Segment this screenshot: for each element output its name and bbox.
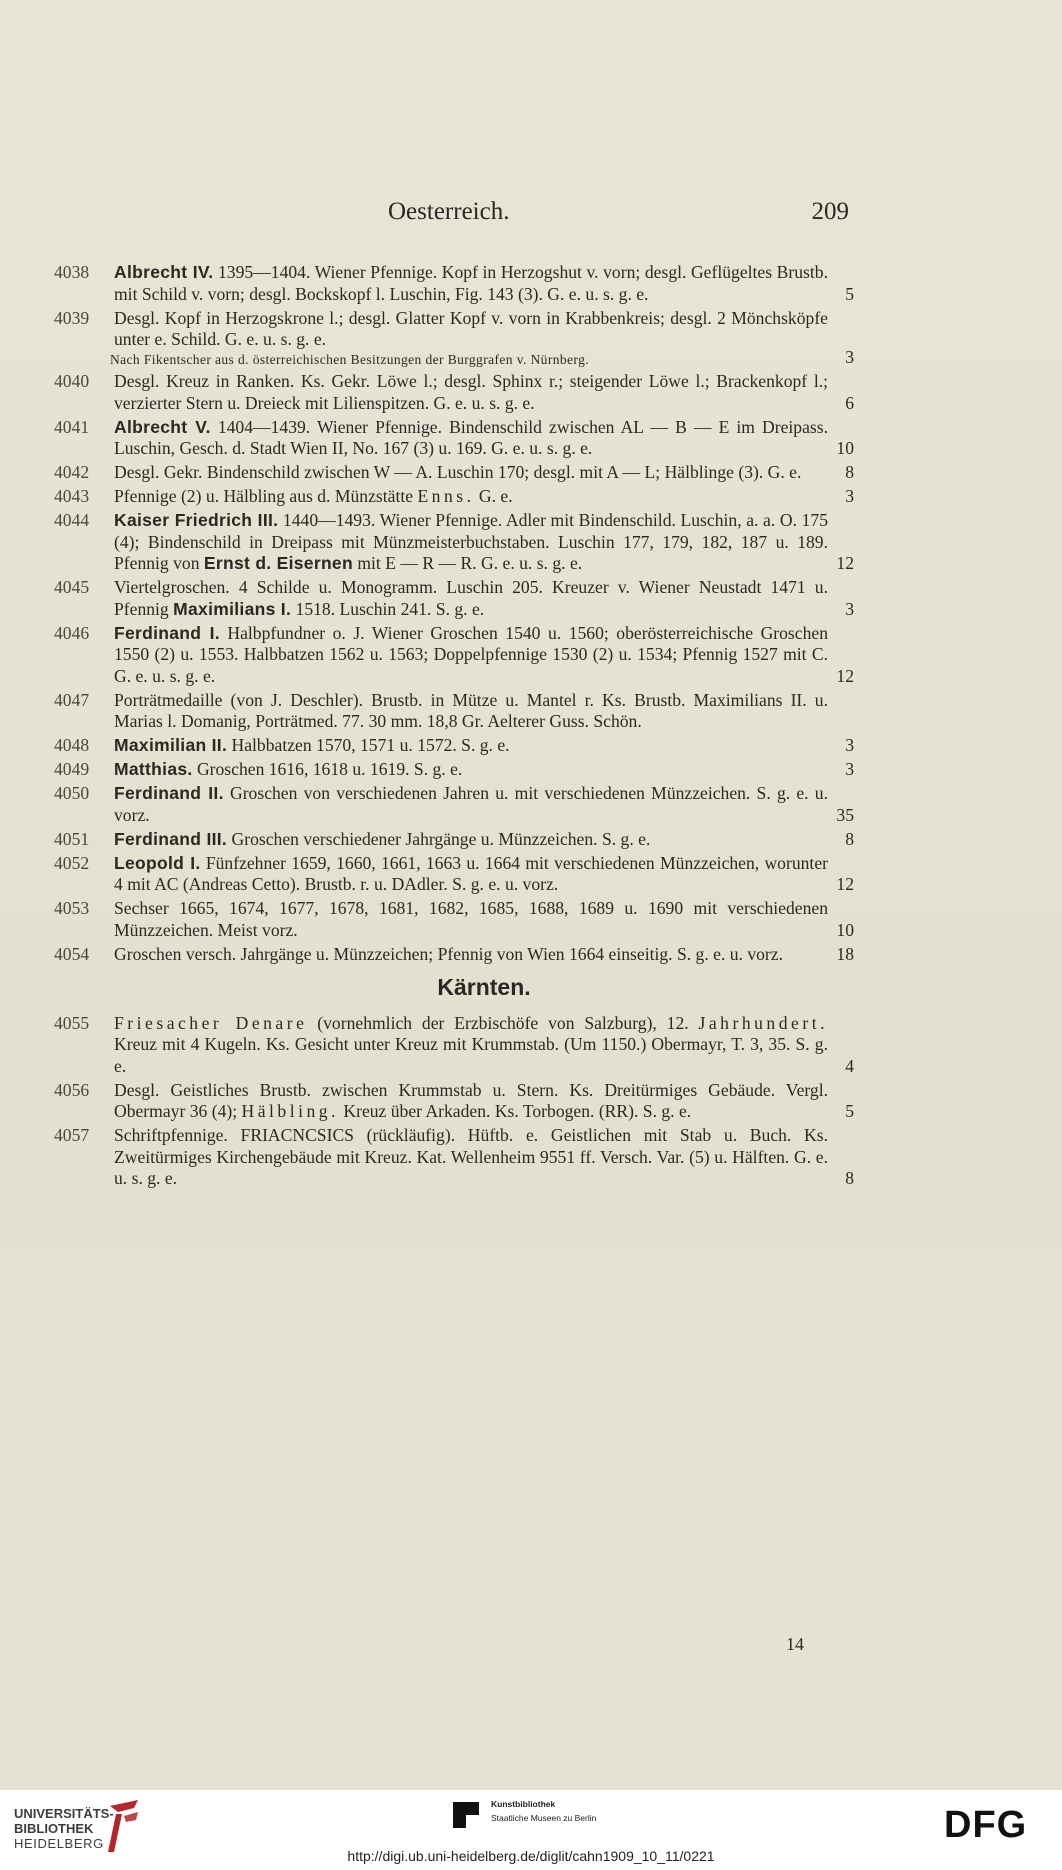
entry-text: 1518. Luschin 241. S. g. e. [291,598,485,619]
lot-price: 10 [836,919,854,940]
spaced-term: Friesacher Denare [114,1012,308,1033]
lot-price: 4 [845,1055,854,1076]
lot-number: 4051 [54,828,90,849]
entry-text: Desgl. Geistliches Brustb. zwischen Krummstab u. Stern. Ks. Dreitürmiges Gebäude. Vergl. Obermayr 36 (4); [114,1079,828,1121]
entry-text: Halbpfundner o. J. Wiener Groschen 1540 u. 1560; oberösterreichische Groschen 1550 (2) u. 1553. Halbbatzen 1562 u. 1563; Doppelpfennige 1530 (2) u. 1534; Pfennig 1527 mit C. G. e. u. s. g. e. [114,622,828,686]
lot-number: 4057 [54,1125,90,1145]
catalog-entry [54,1080,854,1123]
lot-number: 4042 [54,462,90,482]
entry-text: Kreuz über Arkaden. Ks. Torbogen. (RR). S. g. e. [338,1101,692,1121]
entry-text: Desgl. Kreuz in Ranken. Ks. Gekr. Löwe l.; desgl. Sphinx r.; steigender Löwe l.; Brackenkopf l.; verzierter Stern u. Dreieck mit Lilienspitzen. G. e. u. s. g. e. [114,371,828,413]
catalog-entry [54,510,854,575]
entry-text: Groschen versch. Jahrgänge u. Münzzeichen; Pfennig von Wien 1664 einseitig. S. g. e. u. vorz. [114,943,784,964]
entry-text: Halbbatzen 1570, 1571 u. 1572. S. g. e. [227,735,510,755]
lot-price: 12 [836,553,854,573]
ruler-name: Ferdinand II. [114,783,224,803]
catalog-entry [54,735,854,757]
catalog-entry [54,462,854,484]
catalog-entry [54,1013,854,1078]
uni-logo-line3: HEIDELBERG [14,1836,104,1851]
entry-text: Groschen 1616, 1618 u. 1619. S. g. e. [192,759,463,779]
entry-text: G. e. [474,486,513,506]
entry-text: Sechser 1665, 1674, 1677, 1678, 1681, 1682, 1685, 1688, 1689 u. 1690 mit verschiedenen Münzzeichen. Meist vorz. [114,898,828,940]
catalog-entry [54,759,854,781]
lot-price: 5 [845,1101,854,1121]
entry-text: Desgl. Gekr. Bindenschild zwischen W — A. Luschin 170; desgl. mit A — L; Hälblinge (3). G. e. [114,462,802,482]
catalog-entry [54,371,854,414]
catalog-entry [54,898,854,941]
lot-price: 12 [836,874,854,894]
lot-price: 12 [836,665,854,686]
lot-price: 5 [845,283,854,304]
footer-bar [0,1790,1062,1870]
lot-number: 4043 [54,486,90,506]
entry-text: Groschen von verschiedenen Jahren u. mit verschiedenen Münzzeichen. S. g. e. u. vorz. [114,783,829,825]
catalog-entry [54,623,854,688]
lot-number: 4044 [54,510,90,530]
entry-text: Kreuz mit 4 Kugeln. Ks. Gesicht unter Kreuz mit Krummstab. (Um 1150.) Obermayr, T. 3, 35. S. g. e. [114,1034,828,1076]
lot-number: 4041 [54,416,90,437]
page-title: Oesterreich. [388,198,510,225]
lot-number: 4049 [54,759,90,779]
ruler-name: Albrecht IV. [114,262,214,282]
page-number: 209 [811,198,849,225]
entry-text: 1440—1493. Wiener Pfennige. Adler mit Bindenschild. Luschin, a. a. O. 175 (4); Bindenschild in Dreipass mit Münzmeisterbuchstaben. Luschin 177, 179, 182, 187 u. 189. Pfennig von [114,510,828,573]
lot-number: 4040 [54,371,90,391]
lot-number: 4056 [54,1079,90,1100]
lot-number: 4048 [54,735,90,755]
kb-name: Kunstbibliothek [491,1799,556,1809]
entry-text: Fünfzehner 1659, 1660, 1661, 1663 u. 1664 mit verschiedenen Münzzeichen, worunter 4 mit AC (Andreas Cetto). Brustb. r. u. DAdler. S. g. e. u. vorz. [114,852,828,894]
entry-text: Porträtmedaille (von J. Deschler). Brustb. in Mütze u. Mantel r. Ks. Brustb. Maximilians II. u. Marias l. Domanig, Porträtmed. 77. 30 mm. 18,8 Gr. Aelterer Guss. Schön. [114,689,828,731]
lot-number: 4055 [54,1012,90,1033]
lot-number: 4038 [54,262,90,282]
lot-price: 3 [845,598,854,619]
ruler-name: Ernst d. Eisernen [203,553,353,573]
permalink-url[interactable]: http://digi.ub.uni-heidelberg.de/diglit/cahn1909_10_11/0221 [347,1848,715,1864]
catalog-entry [54,308,854,369]
sheet-mark: 14 [786,1634,804,1654]
ruler-name: Matthias. [114,759,193,779]
lot-price: 35 [836,804,854,825]
entry-text: (vornehmlich der Erzbischöfe von Salzburg), 12. [307,1012,699,1033]
catalog-entries [54,262,854,1192]
lot-price: 8 [845,828,854,849]
entry-text: Groschen verschiedener Jahrgänge u. Münzzeichen. S. g. e. [227,828,651,849]
lot-number: 4046 [54,622,90,643]
ruler-name: Kaiser Friedrich III. [114,510,279,530]
entry-text: 1404—1439. Wiener Pfennige. Bindenschild zwischen AL — B — E im Dreipass. Luschin, Gesch. d. Stadt Wien II, No. 167 (3) u. 169. G. e. u. s. g. e. [114,416,828,458]
ruler-name: Maximilians I. [173,598,292,619]
catalog-entry [54,853,854,896]
ruler-name: Ferdinand III. [114,828,228,849]
entry-text: Desgl. Kopf in Herzogskrone l.; desgl. Glatter Kopf v. vorn in Krabbenkreis; desgl. 2 Mönchsköpfe unter e. Schild. G. e. u. s. g. e. [114,307,828,349]
lot-number: 4053 [54,898,90,918]
lot-number: 4052 [54,852,90,873]
kb-subname: Staatliche Museen zu Berlin [491,1813,597,1823]
lot-number: 4047 [54,689,90,710]
entry-text: mit E — R — R. G. e. u. s. g. e. [352,553,583,573]
catalog-entry [54,577,854,620]
spaced-term: Hälbling. [241,1101,339,1121]
uni-logo-line1: UNIVERSITÄTS- [14,1806,114,1821]
entry-text: 1395—1404. Wiener Pfennige. Kopf in Herzogshut v. vorn; desgl. Geflügeltes Brustb. mit Schild v. vorn; desgl. Bockskopf l. Luschin, Fig. 143 (3). G. e. u. s. g. e. [114,262,828,304]
lot-price: 6 [845,392,854,413]
kunstbibliothek-icon [453,1802,479,1828]
dfg-logo[interactable]: DFG [944,1804,1028,1846]
spaced-term: Enns. [417,486,475,506]
uni-logo-line2: BIBLIOTHEK [14,1821,94,1836]
catalog-entry [54,262,854,305]
entry-text: Schriftpfennige. FRIACNCSICS (rückläufig). Hüftb. e. Geistlichen mit Stab u. Buch. Ks. Zweitürmiges Kirchengebäude mit Kreuz. Kat. Wellenheim 9551 ff. Versch. Var. (5) u. Hälften. G. e. u. s. g. e. [114,1125,828,1188]
catalog-entry [54,829,854,851]
spaced-term: Jahrhundert. [698,1012,828,1033]
catalog-entry [54,1125,854,1190]
provenance-note: Nach Fikentscher aus d. österreichischen Besitzungen der Burggrafen v. Nürnberg. [110,351,589,367]
lot-number: 4054 [54,943,90,964]
lot-price: 10 [836,438,854,458]
lot-price: 18 [836,943,854,964]
lot-price: 3 [845,735,854,755]
catalog-entry [54,417,854,460]
ruler-name: Leopold I. [114,852,201,873]
running-head [0,198,1062,232]
catalog-entry [54,783,854,826]
entry-text: Viertelgroschen. 4 Schilde u. Monogramm. Luschin 205. Kreuzer v. Wiener Neustadt 1471 u. Pfennig [114,577,828,619]
lot-price: 3 [845,486,854,506]
lot-price: 8 [845,1168,854,1188]
lot-price: 3 [845,759,854,779]
lot-number: 4045 [54,577,90,597]
ruler-name: Maximilian II. [114,735,228,755]
lot-number: 4039 [54,307,90,328]
section-title: Kärnten. [437,974,531,1000]
heidelberg-library-logo[interactable] [14,1806,114,1851]
ruler-name: Albrecht V. [114,416,211,437]
lot-price: 3 [845,347,854,367]
catalog-entry [54,944,854,966]
heidelberg-mark-icon [104,1798,144,1854]
ruler-name: Ferdinand I. [114,622,220,643]
catalog-entry [54,690,854,733]
entry-text: Pfennige (2) u. Hälbling aus d. Münzstätte [114,486,418,506]
catalog-entry [54,486,854,508]
lot-price: 8 [845,462,854,482]
lot-number: 4050 [54,783,90,803]
